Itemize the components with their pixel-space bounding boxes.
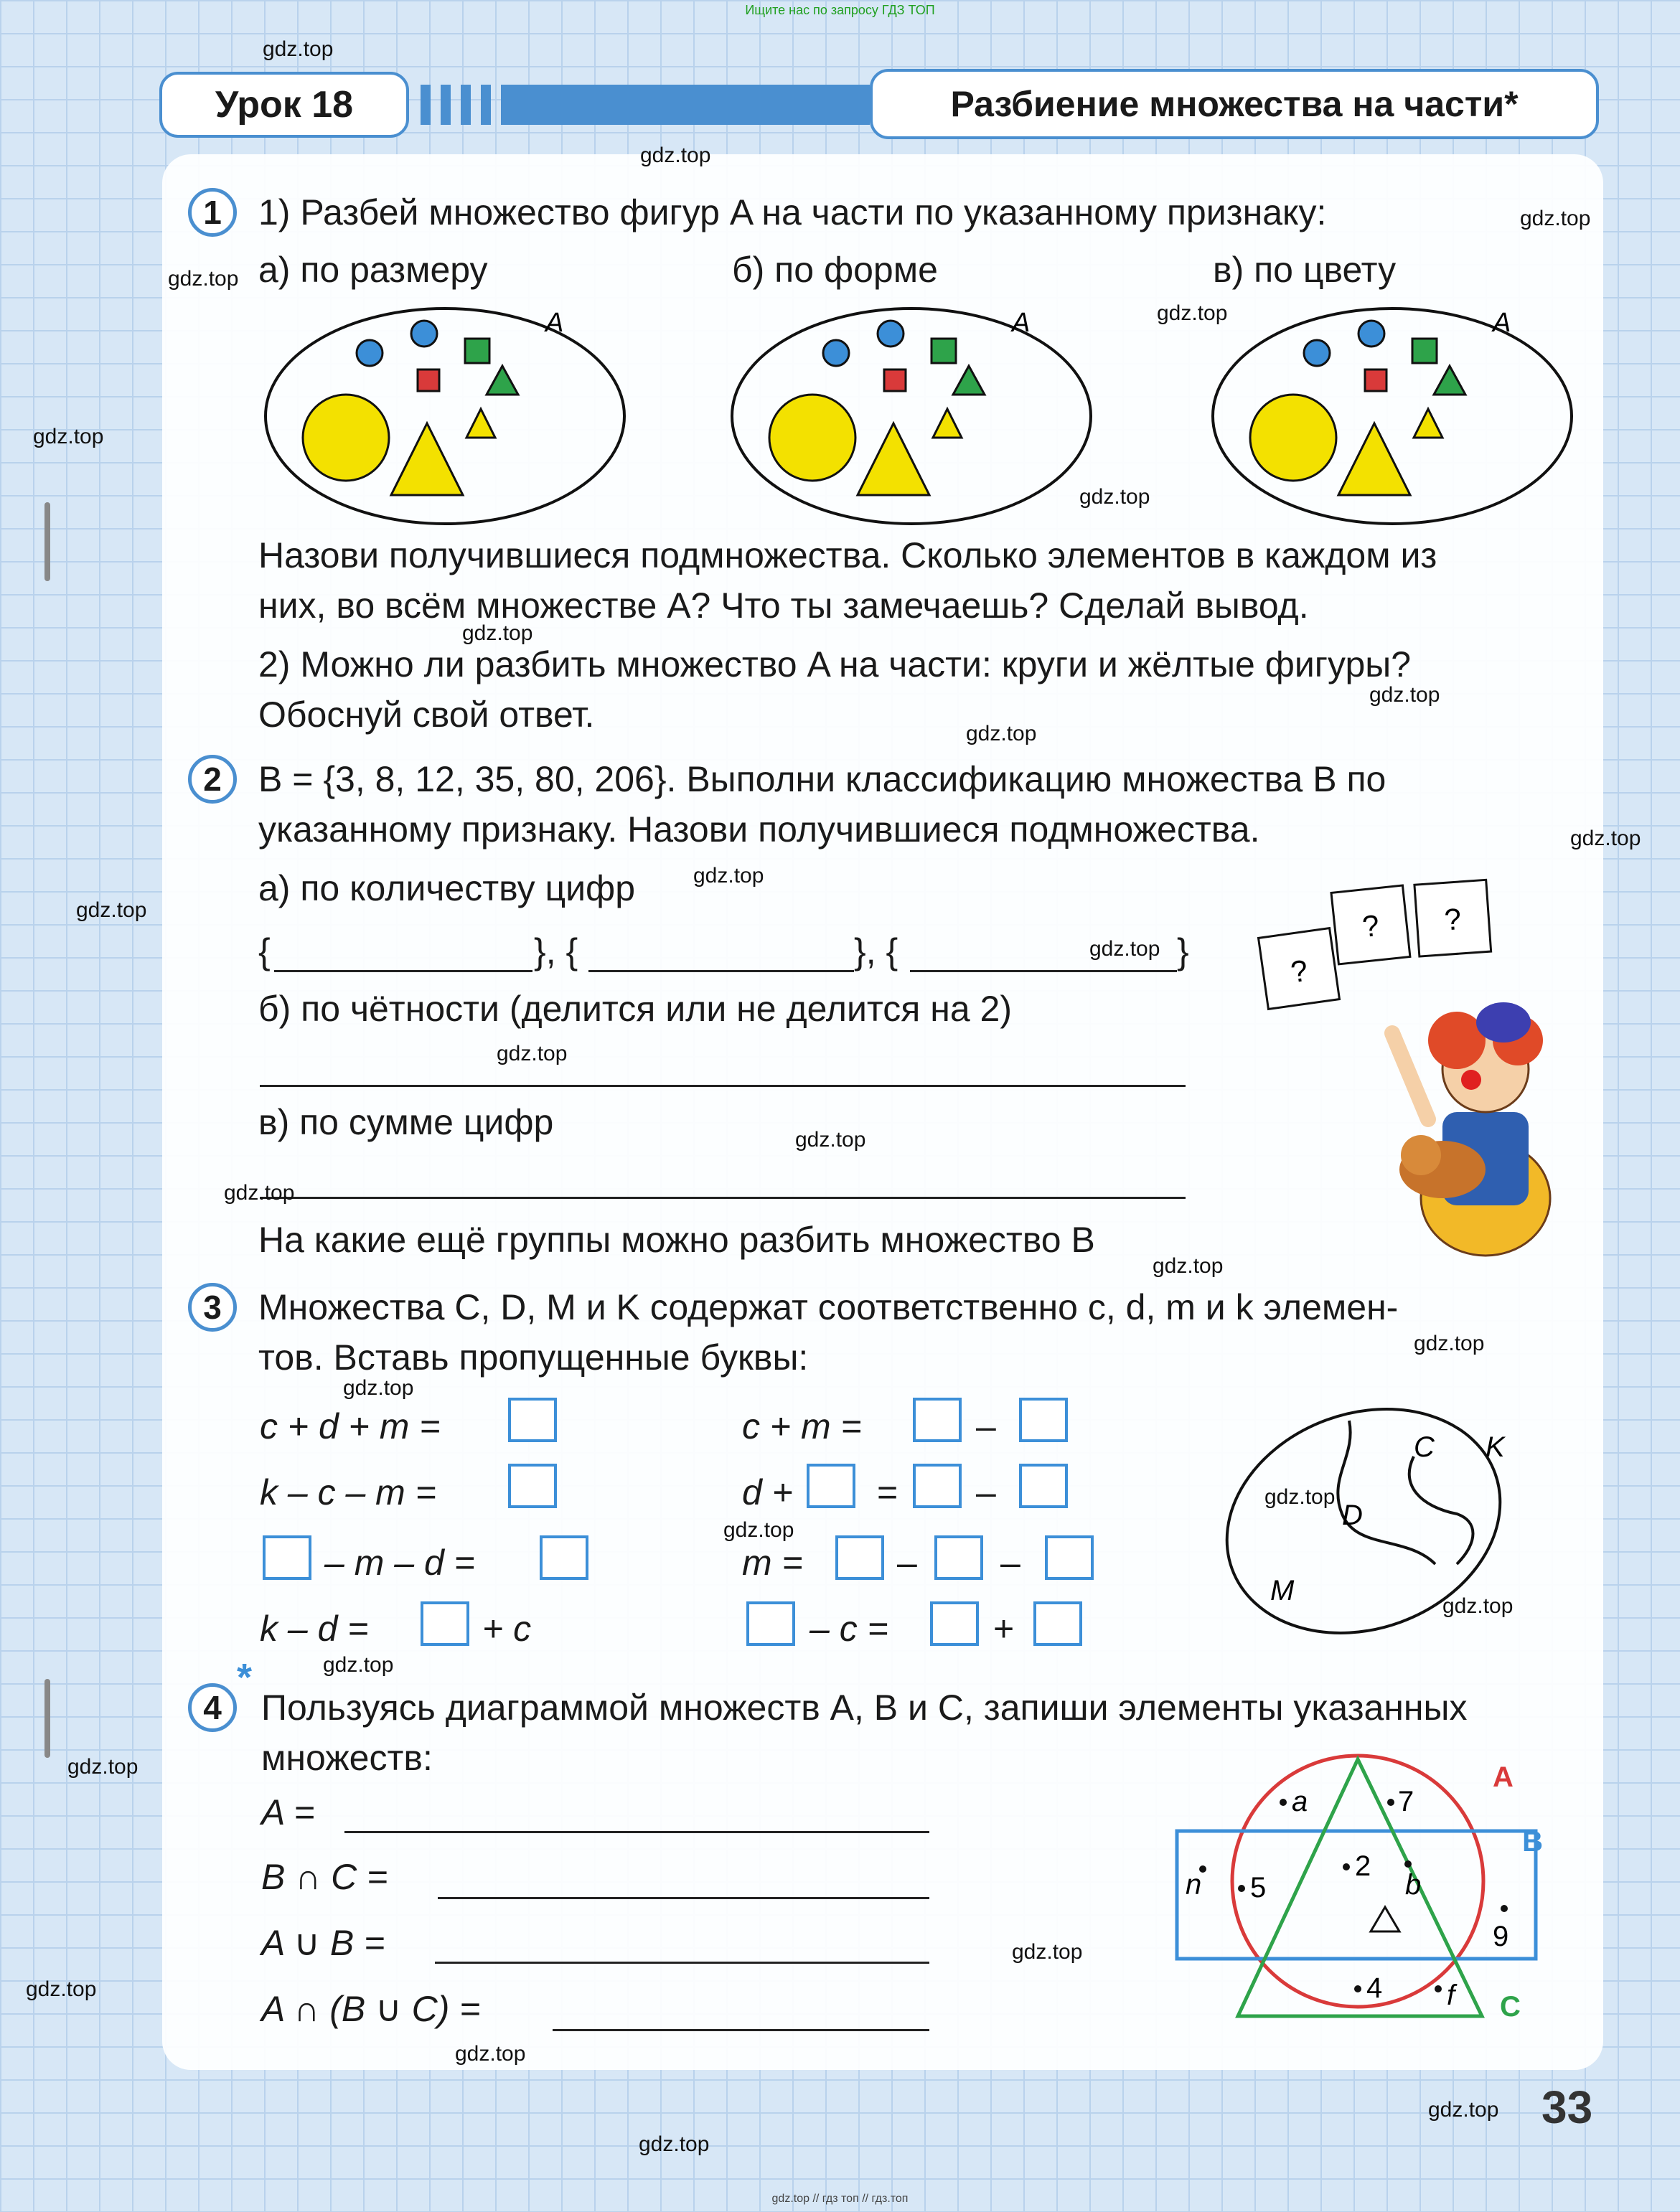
task2-b: б) по чётности (делится или не делится на 2) xyxy=(258,989,1012,1029)
watermark: gdz.top xyxy=(640,143,711,167)
venn-label-b: B xyxy=(1522,1826,1543,1858)
clown-illustration xyxy=(1364,990,1608,1263)
task-number-1: 1 xyxy=(188,188,237,237)
venn-point: 9 xyxy=(1493,1921,1509,1952)
eq-6c: – xyxy=(976,1472,996,1512)
answer-box[interactable] xyxy=(934,1535,983,1580)
top-note: Ищите нас по запросу ГДЗ ТОП xyxy=(745,3,935,17)
watermark: gdz.top xyxy=(455,2042,526,2066)
watermark: gdz.top xyxy=(723,1518,794,1542)
venn-point: 5 xyxy=(1250,1872,1267,1903)
eq-3: – m – d = xyxy=(324,1543,475,1583)
answer-line[interactable] xyxy=(588,970,854,972)
answer-line[interactable] xyxy=(435,1962,929,1964)
watermark: gdz.top xyxy=(1012,1940,1083,1964)
task1-line2: Назови получившиеся подмножества. Сколько элементов в каждом из xyxy=(258,535,1437,575)
eq-8a: – c = xyxy=(810,1609,888,1649)
triangle-element xyxy=(1371,1907,1399,1931)
diagram-label-m: M xyxy=(1270,1575,1295,1606)
answer-box[interactable] xyxy=(1045,1535,1094,1580)
task1-option-b: б) по форме xyxy=(732,250,938,290)
task1-line4: 2) Можно ли разбить множество A на части: круги и жёлтые фигуры? xyxy=(258,644,1412,684)
task2-question: На какие ещё группы можно разбить множество B xyxy=(258,1220,1095,1260)
venn-point: 4 xyxy=(1366,1972,1383,2004)
eq-7a: m = xyxy=(742,1543,803,1583)
topic-title: Разбиение множества на части* xyxy=(870,69,1599,139)
task2-a: а) по количеству цифр xyxy=(258,868,635,908)
answer-line[interactable] xyxy=(438,1897,929,1899)
answer-box[interactable] xyxy=(835,1535,884,1580)
set-diagram-size xyxy=(266,308,624,524)
answer-box[interactable] xyxy=(1019,1398,1068,1442)
watermark: gdz.top xyxy=(1264,1485,1336,1509)
venn-label-a: A xyxy=(1493,1761,1514,1793)
set-diagram-color xyxy=(1213,308,1572,524)
task3-line2: тов. Вставь пропущенные буквы: xyxy=(258,1337,809,1378)
venn-point: b xyxy=(1405,1869,1422,1901)
answer-box[interactable] xyxy=(1033,1601,1082,1646)
task4-venn xyxy=(1170,1751,1557,2038)
task1-line5: Обоснуй свой ответ. xyxy=(258,695,595,735)
watermark: gdz.top xyxy=(693,864,764,888)
answer-line[interactable] xyxy=(553,2029,929,2031)
header-bars xyxy=(421,85,870,125)
watermark: gdz.top xyxy=(1157,301,1228,325)
task2-line2: указанному признаку. Назови получившиеся подмножества. xyxy=(258,809,1260,849)
watermark: gdz.top xyxy=(26,1977,97,2001)
watermark: gdz.top xyxy=(1570,827,1641,850)
answer-box[interactable] xyxy=(1019,1464,1068,1508)
diagram-label-d: D xyxy=(1342,1500,1363,1531)
answer-line[interactable] xyxy=(910,970,1177,972)
watermark: gdz.top xyxy=(966,722,1037,745)
watermark: gdz.top xyxy=(323,1653,394,1677)
eq-4b: + c xyxy=(482,1609,532,1649)
eq-4a: k – d = xyxy=(260,1609,369,1649)
task4-q2: B ∩ C = xyxy=(261,1857,388,1897)
answer-line[interactable] xyxy=(274,970,532,972)
task1-line1: 1) Разбей множество фигур A на части по указанному признаку: xyxy=(258,192,1327,232)
venn-point: 7 xyxy=(1398,1786,1414,1817)
task4-line1: Пользуясь диаграммой множеств A, B и C, запиши элементы указанных xyxy=(261,1688,1468,1728)
card-question: ? xyxy=(1443,901,1463,937)
answer-box[interactable] xyxy=(508,1398,557,1442)
eq-6b: = xyxy=(877,1472,898,1512)
task-number-3: 3 xyxy=(188,1283,237,1332)
lesson-label: Урок 18 xyxy=(159,72,409,138)
eq-8b: + xyxy=(993,1609,1015,1649)
binder-clip xyxy=(44,502,50,581)
watermark: gdz.top xyxy=(639,2132,710,2156)
set-label: A xyxy=(1493,308,1511,338)
watermark: gdz.top xyxy=(1428,2098,1499,2122)
watermark: gdz.top xyxy=(67,1755,139,1779)
task1-option-c: в) по цвету xyxy=(1213,250,1397,290)
answer-box[interactable] xyxy=(263,1535,311,1580)
bottom-note: gdz.top // гдз топ // гдз.топ xyxy=(771,2193,909,2205)
set-a-diagrams xyxy=(258,301,1622,538)
brace-sep: }, { xyxy=(534,931,578,971)
eq-2: k – c – m = xyxy=(260,1472,436,1512)
answer-box[interactable] xyxy=(930,1601,979,1646)
watermark: gdz.top xyxy=(795,1128,866,1152)
task3-line1: Множества C, D, M и K содержат соответственно c, d, m и k элемен- xyxy=(258,1287,1399,1327)
task2-line1: B = {3, 8, 12, 35, 80, 206}. Выполни классификацию множества B по xyxy=(258,759,1386,799)
answer-box[interactable] xyxy=(421,1601,469,1646)
eq-6a: d + xyxy=(742,1472,793,1512)
set-diagram-shape xyxy=(732,308,1091,524)
answer-line[interactable] xyxy=(344,1831,929,1833)
task4-q1: A = xyxy=(261,1792,315,1832)
task1-option-a: а) по размеру xyxy=(258,250,488,290)
answer-box[interactable] xyxy=(807,1464,855,1508)
venn-point: f xyxy=(1447,1980,1455,2011)
task1-line3: них, во всём множестве A? Что ты замечаешь? Сделай вывод. xyxy=(258,585,1309,626)
task4-q3: A ∪ B = xyxy=(261,1923,385,1963)
watermark: gdz.top xyxy=(1369,683,1440,707)
brace-open: { xyxy=(258,931,271,971)
watermark: gdz.top xyxy=(497,1042,568,1065)
card-question: ? xyxy=(1288,953,1310,989)
brace-close: } xyxy=(1177,931,1189,971)
watermark: gdz.top xyxy=(1079,485,1150,509)
task4-star: * xyxy=(237,1656,253,1699)
watermark: gdz.top xyxy=(76,898,147,922)
venn-label-c: C xyxy=(1500,1991,1521,2023)
task4-line2: множеств: xyxy=(261,1738,433,1778)
answer-box[interactable] xyxy=(913,1398,962,1442)
task-number-4: 4 xyxy=(188,1683,237,1732)
task4-q4: A ∩ (B ∪ C) = xyxy=(261,1989,481,2029)
watermark: gdz.top xyxy=(168,267,239,291)
venn-point: a xyxy=(1292,1786,1308,1817)
diagram-label-c: C xyxy=(1414,1431,1435,1463)
eq-1: c + d + m = xyxy=(260,1406,441,1446)
watermark: gdz.top xyxy=(1442,1594,1514,1618)
watermark: gdz.top xyxy=(1153,1254,1224,1278)
card-question: ? xyxy=(1361,908,1381,944)
eq-5b: – xyxy=(976,1406,996,1446)
set-label: A xyxy=(1012,308,1031,338)
venn-point: 2 xyxy=(1355,1850,1371,1882)
diagram-label-k: K xyxy=(1486,1431,1505,1463)
watermark: gdz.top xyxy=(462,621,533,645)
answer-line[interactable] xyxy=(260,1085,1186,1087)
answer-box[interactable] xyxy=(508,1464,557,1508)
answer-box[interactable] xyxy=(746,1601,795,1646)
watermark: gdz.top xyxy=(33,425,104,448)
eq-7b: – xyxy=(897,1543,917,1583)
brace-sep: }, { xyxy=(854,931,898,971)
binder-clip xyxy=(44,1679,50,1758)
venn-point: n xyxy=(1186,1869,1202,1901)
page-number: 33 xyxy=(1541,2081,1593,2133)
task2-c: в) по сумме цифр xyxy=(258,1102,554,1142)
watermark: gdz.top xyxy=(1520,207,1591,230)
answer-box[interactable] xyxy=(540,1535,588,1580)
watermark: gdz.top xyxy=(1089,937,1160,961)
eq-7c: – xyxy=(1000,1543,1020,1583)
answer-box[interactable] xyxy=(913,1464,962,1508)
task-number-2: 2 xyxy=(188,755,237,804)
answer-line[interactable] xyxy=(260,1197,1186,1199)
watermark: gdz.top xyxy=(263,37,334,61)
watermark: gdz.top xyxy=(343,1376,414,1400)
watermark: gdz.top xyxy=(1414,1332,1485,1355)
watermark: gdz.top xyxy=(224,1181,295,1205)
set-label: A xyxy=(545,308,564,338)
eq-5a: c + m = xyxy=(742,1406,862,1446)
